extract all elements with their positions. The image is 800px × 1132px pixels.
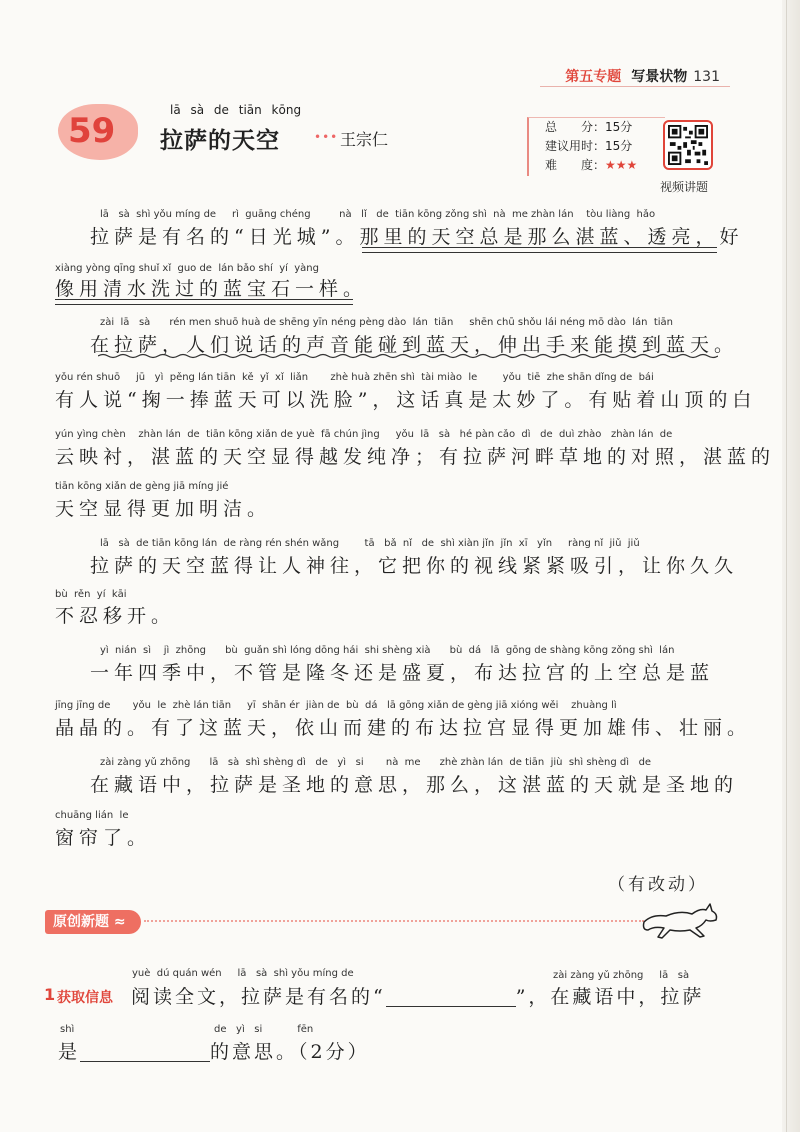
text-line-6: 天空显得更加明洁。: [55, 498, 272, 520]
question-line-1: 阅读全文，拉萨是有名的“ ”，在藏语中，拉萨: [131, 986, 705, 1008]
question-number: 1: [44, 985, 56, 1004]
answer-blank-2[interactable]: [80, 1043, 210, 1062]
difficulty-stars: ★★★: [605, 158, 638, 172]
video-explanation-label: 视频讲题: [660, 180, 709, 194]
question-label: 获取信息: [57, 990, 113, 1006]
pinyin-line-7: lā sà de tiān kōng lán de ràng rén shén wǎng tā bǎ nǐ de shì xiàn jǐn jǐn xī yǐn ràng nǐ jiǔ jiǔ: [100, 538, 640, 549]
page-edge: [782, 0, 800, 1132]
pinyin-line-11: zài zàng yǔ zhōng lā sà shì shèng dì de yì si nà me zhè zhàn lán de tiān jiù shì shèng dì de: [100, 757, 652, 768]
lesson-title: 拉萨的天空: [160, 128, 280, 154]
text-line-10: 晶晶的。有了这蓝天，依山而建的布达拉宫显得更加雄伟、壮丽。: [55, 717, 752, 739]
text-line-11: 在藏语中，拉萨是圣地的意思，那么，这湛蓝的天就是圣地的: [55, 774, 739, 796]
wavy-underline: [98, 353, 718, 359]
qr-code[interactable]: [663, 120, 713, 170]
text-line-9: 一年四季中，不管是隆冬还是盛夏，布达拉宫的上空总是蓝: [55, 662, 715, 684]
difficulty: 难 度：★★★: [545, 158, 638, 172]
pinyin-line-12: chuāng lián le: [55, 810, 129, 821]
section-title: 原创新题: [53, 914, 109, 930]
section-dotted-rule: [144, 920, 644, 922]
double-underline-2: [55, 299, 353, 305]
text-line-7: 拉萨的天空蓝得让人神往，它把你的视线紧紧吸引，让你久久: [55, 555, 739, 577]
question-pinyin-2a: shì: [60, 1024, 75, 1035]
adaptation-note: （有改动）: [608, 875, 708, 895]
question-pinyin-2b: de yì si fēn: [214, 1024, 314, 1035]
unit-label: 写景状物: [631, 69, 688, 85]
lesson-number: 59: [68, 111, 116, 151]
running-cat-icon: [640, 900, 720, 940]
double-underline-1: [362, 247, 717, 253]
page-number: 131: [693, 69, 720, 85]
text-line-3: 在拉萨，人们说话的声音能碰到蓝天，伸出手来能摸到蓝天。: [55, 334, 739, 356]
pinyin-line-3: zài lā sà rén men shuō huà de shēng yīn néng pèng dào lán tiān shēn chū shǒu lái néng mō dào lán tiān: [100, 317, 674, 328]
section-banner: 原创新题 ≈: [45, 910, 141, 934]
question-pinyin-1a: yuè dú quán wén lā sà shì yǒu míng de: [132, 968, 354, 979]
info-box: [527, 117, 665, 176]
text-line-4: 有人说“掬一捧蓝天可以洗脸”，这话真是太妙了。有贴着山顶的白: [55, 389, 757, 411]
pinyin-line-8: bù rěn yí kāi: [55, 589, 127, 600]
header-rule: [540, 86, 730, 87]
pinyin-line-4: yǒu rén shuō jū yì pěng lán tiān kě yǐ xǐ liǎn zhè huà zhēn shì tài miào le yǒu tiē zhe shān dǐng de bái: [55, 372, 654, 383]
title-dots: •••: [314, 130, 339, 144]
total-score: 总 分：15分: [545, 120, 633, 134]
pinyin-line-2: xiàng yòng qīng shuǐ xǐ guo de lán bǎo shí yí yàng: [55, 263, 319, 274]
question-pinyin-1b: zài zàng yǔ zhōng lā sà: [553, 970, 690, 981]
text-line-2: 像用清水洗过的蓝宝石一样。: [55, 278, 368, 300]
text-line-12: 窗帘了。: [55, 827, 152, 849]
suggested-time: 建议用时：15分: [545, 139, 633, 153]
lesson-number-badge: [58, 104, 138, 160]
text-line-5: 云映衬，湛蓝的天空显得越发纯净；有拉萨河畔草地的对照，湛蓝的: [55, 446, 776, 468]
pinyin-line-1: lā sà shì yǒu míng de rì guāng chéng nà lǐ de tiān kōng zǒng shì nà me zhàn lán tòu liàng hǎo: [100, 209, 656, 220]
pinyin-line-5: yún yìng chèn zhàn lán de tiān kōng xiǎn de yuè fā chún jìng yǒu lā sà hé pàn cǎo dì de duì zhào zhàn lán de: [55, 429, 673, 440]
pinyin-line-9: yì nián sì jì zhōng bù guǎn shì lóng dōng hái shi shèng xià bù dá lā gōng de shàng kōng zǒng shì lán: [100, 645, 675, 656]
text-line-8: 不忍移开。: [55, 605, 176, 627]
author: 王宗仁: [340, 130, 389, 149]
text-line-1: 拉萨是有名的“日光城”。那里的天空总是那么湛蓝、透亮，好: [55, 226, 744, 248]
running-header: [565, 66, 720, 86]
qr-code-icon: [668, 125, 708, 165]
pinyin-line-10: jīng jīng de yǒu le zhè lán tiān yī shān ér jiàn de bù dá lā gōng xiǎn de gèng jiā xióng wěi zhuàng lì: [55, 700, 617, 711]
pinyin-line-6: tiān kōng xiǎn de gèng jiā míng jié: [55, 481, 229, 492]
title-pinyin: lā sà de tiān kōng: [170, 103, 302, 117]
answer-blank-1[interactable]: [386, 988, 516, 1007]
topic-label: 第五专题: [565, 69, 622, 85]
question-line-2: 是 的意思。（2分）: [58, 1041, 370, 1063]
